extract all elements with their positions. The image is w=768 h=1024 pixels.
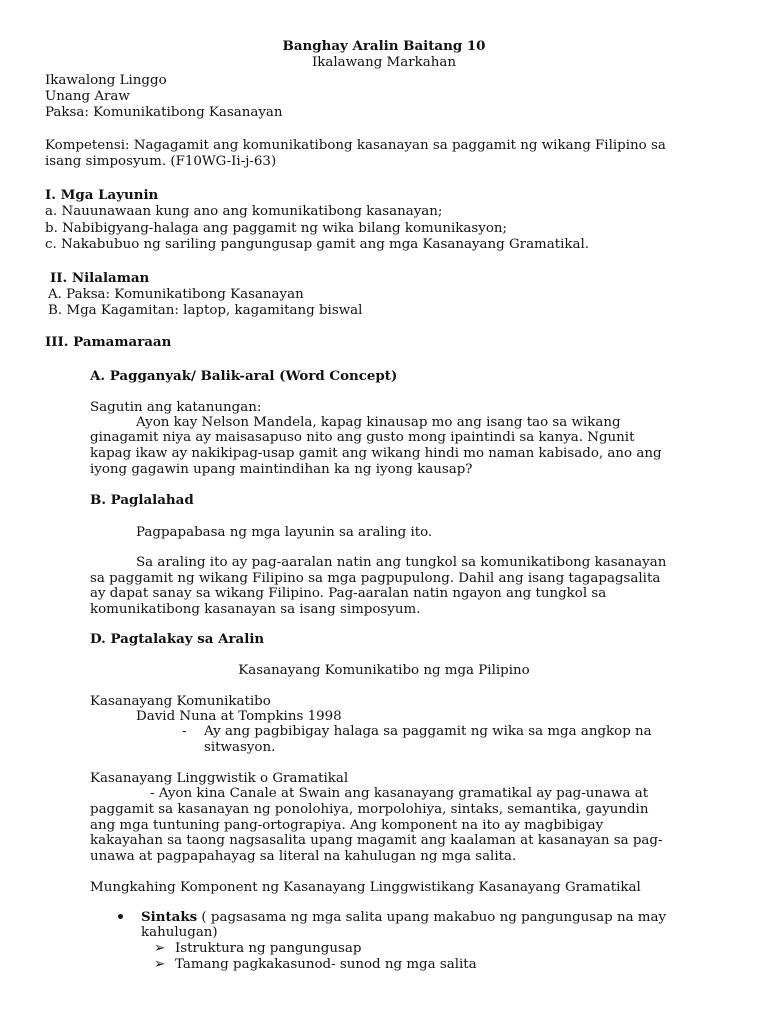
motivation-heading: A. Pagganyak/ Balik-aral (Word Concept) [90,368,398,384]
presentation-line: ay dapat sanay sa wikang Filipino. Pag-aaralan natin ngayon ang tungkol sa [90,586,607,601]
syntax-description-cont: kahulugan) [141,925,218,940]
linguistic-line: ang mga tuntuning pang-ortograpiya. Ang komponent na ito ay magbibigay [90,818,604,833]
content-heading: II. Nilalaman [50,270,150,286]
motivation-prompt: Sagutin ang katanungan: [90,400,262,415]
objective-item: b. Nabibigyang-halaga ang paggamit ng wika bilang komunikasyon; [45,221,508,236]
syntax-subitem: Istruktura ng pangungusap [175,941,362,956]
document-title: Banghay Aralin Baitang 10 [282,38,486,54]
discussion-center-title: Kasanayang Komunikatibo ng mga Pilipino [238,663,530,678]
competency-line: Kompetensi: Nagagamit ang komunikatibong kasanayan sa paggamit ng wikang Filipino sa [45,138,666,153]
linguistic-line: unawa at pagpapahayag sa literal na kahulugan ng mga salita. [90,849,517,864]
procedure-heading: III. Pamamaraan [45,334,172,350]
communicative-author: David Nuna at Tompkins 1998 [136,709,342,724]
objective-item: a. Nauunawaan kung ano ang komunikatibong kasanayan; [45,204,443,219]
presentation-heading: B. Paglalahad [90,492,194,508]
arrow-bullet-icon: ➢ [154,941,166,956]
syntax-subitem: Tamang pagkakasunod- sunod ng mga salita [175,957,477,972]
presentation-line: Sa araling ito ay pag-aaralan natin ang tungkol sa komunikatibong kasanayan [136,555,667,570]
motivation-line: kapag ikaw ay nakikipag-usap gamit ang wikang hindi mo naman kabisado, ano ang [90,446,662,461]
day-line: Unang Araw [45,89,130,104]
definition-line: Ay ang pagbibigay halaga sa paggamit ng wika sa mga angkop na [204,724,652,739]
presentation-para: Pagpapabasa ng mga layunin sa araling ito. [136,525,433,540]
week-line: Ikawalong Linggo [45,73,167,88]
motivation-line: iyong gagawin upang maintindihan ka ng iyong kausap? [90,462,473,477]
bullet-icon [118,914,123,919]
competency-line: isang simposyum. (F10WG-Ii-j-63) [45,154,277,169]
definition-line: sitwasyon. [204,740,276,755]
motivation-line: Ayon kay Nelson Mandela, kapag kinausap mo ang isang tao sa wikang [136,415,621,430]
communicative-title: Kasanayang Komunikatibo [90,694,271,709]
arrow-bullet-icon: ➢ [154,957,166,972]
presentation-line: komunikatibong kasanayan sa isang simposyum. [90,602,421,617]
discussion-heading: D. Pagtalakay sa Aralin [90,631,265,647]
document-subtitle: Ikalawang Markahan [312,55,456,70]
topic-line: Paksa: Komunikatibong Kasanayan [45,105,283,120]
objective-item: c. Nakabubuo ng sariling pangungusap gamit ang mga Kasanayang Gramatikal. [45,237,590,252]
linguistic-line: - Ayon kina Canale at Swain ang kasanayang gramatikal ay pag-unawa at [150,786,649,801]
syntax-line [141,910,666,926]
presentation-line: sa paggamit ng wikang Filipino sa mga pagpupulong. Dahil ang isang tagapagsalita [90,571,661,586]
linguistic-title: Kasanayang Linggwistik o Gramatikal [90,771,349,786]
syntax-description: ( pagsasama ng mga salita upang makabuo ng pangungusap na may [197,910,667,925]
linguistic-line: kakayahan sa taong nagsasalita upang magamit ang kaalaman at kasanayan sa pag- [90,833,663,848]
objectives-heading: I. Mga Layunin [45,187,159,203]
motivation-line: ginagamit niya ay maisasapuso nito ang gusto mong ipaintindi sa kanya. Ngunit [90,430,635,445]
components-title: Mungkahing Komponent ng Kasanayang Linggwistikang Kasanayang Gramatikal [90,880,641,895]
linguistic-line: paggamit sa kasanayan ng ponolohiya, morpolohiya, sintaks, semantika, gayundin [90,802,649,817]
syntax-term: Sintaks [141,909,198,925]
content-item: B. Mga Kagamitan: laptop, kagamitang biswal [48,303,363,318]
content-item: A. Paksa: Komunikatibong Kasanayan [48,287,304,302]
definition-dash: - [182,724,187,739]
